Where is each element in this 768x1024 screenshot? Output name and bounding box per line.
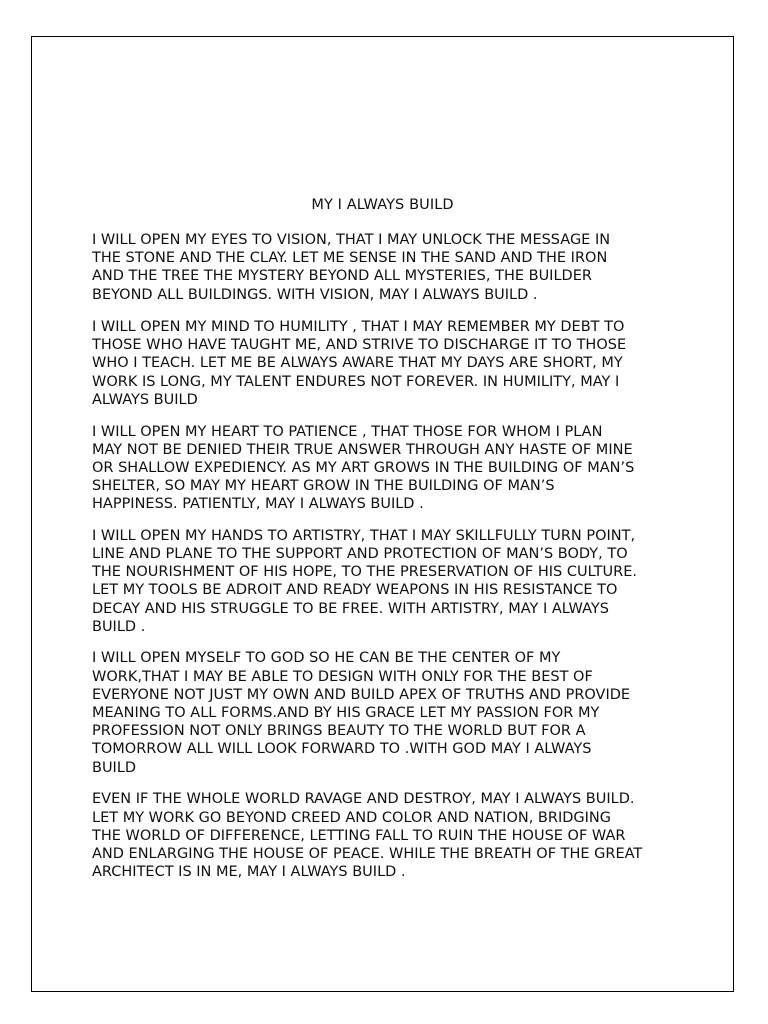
paragraph-patience: I WILL OPEN MY HEART TO PATIENCE , THAT THOSE FOR WHOM I PLAN MAY NOT BE DENIED THEIR TRUE ANSWER THROUGH ANY HASTE OF MINE OR SHALLOW EXPEDIENCY. AS MY ART GROWS IN THE BUILDING OF MAN’S SHELTER, SO MAY MY HEART GROW IN THE BUILDING OF MAN’S HAPPINESS. PATIENTLY, MAY I ALWAYS BUILD . — [92, 423, 635, 513]
paragraph-artistry: I WILL OPEN MY HANDS TO ARTISTRY, THAT I MAY SKILLFULLY TURN POINT, LINE AND PLANE TO THE SUPPORT AND PROTECTION OF MAN’S BODY, TO THE NOURISHMENT OF HIS HOPE, TO THE PRESERVATION OF HIS CULTURE. LET MY TOOLS BE ADROIT AND READY WEAPONS IN HIS RESISTANCE TO DECAY AND HIS STRUGGLE TO BE FREE. WITH ARTISTRY, MAY I ALWAYS BUILD . — [92, 527, 637, 635]
paragraph-humility: I WILL OPEN MY MIND TO HUMILITY , THAT I MAY REMEMBER MY DEBT TO THOSE WHO HAVE TAUGHT ME, AND STRIVE TO DISCHARGE IT TO THOSE WHO I TEACH. LET ME BE ALWAYS AWARE THAT MY DAYS ARE SHORT, MY WORK IS LONG, MY TALENT ENDURES NOT FOREVER. IN HUMILITY, MAY I ALWAYS BUILD — [92, 319, 627, 408]
document-title: MY I ALWAYS BUILD — [311, 197, 454, 213]
paragraph-vision: I WILL OPEN MY EYES TO VISION, THAT I MAY UNLOCK THE MESSAGE IN THE STONE AND THE CLAY. LET ME SENSE IN THE SAND AND THE IRON AND THE TREE THE MYSTERY BEYOND ALL MYSTERIES, THE BUILDER BEYOND ALL BUILDINGS. WITH VISION, MAY I ALWAYS BUILD . — [92, 232, 611, 303]
paragraph-peace: EVEN IF THE WHOLE WORLD RAVAGE AND DESTROY, MAY I ALWAYS BUILD. LET MY WORK GO BEYOND CREED AND COLOR AND NATION, BRIDGING THE WORLD OF DIFFERENCE, LETTING FALL TO RUIN THE HOUSE OF WAR AND ENLARGING THE HOUSE OF PEACE. WHILE THE BREATH OF THE GREAT ARCHITECT IS IN ME, MAY I ALWAYS BUILD . — [92, 791, 643, 881]
document-page — [31, 36, 734, 992]
document-body — [92, 231, 702, 881]
paragraph-god: I WILL OPEN MYSELF TO GOD SO HE CAN BE THE CENTER OF MY WORK,THAT I MAY BE ABLE TO DESIGN WITH ONLY FOR THE BEST OF EVERYONE NOT JUST MY OWN AND BUILD APEX OF TRUTHS AND PROVIDE MEANING TO ALL FORMS.AND BY HIS GRACE LET MY PASSION FOR MY PROFESSION NOT ONLY BRINGS BEAUTY TO THE WORLD BUT FOR A TOMORROW ALL WILL LOOK FORWARD TO .WITH GOD MAY I ALWAYS BUILD — [92, 650, 631, 776]
